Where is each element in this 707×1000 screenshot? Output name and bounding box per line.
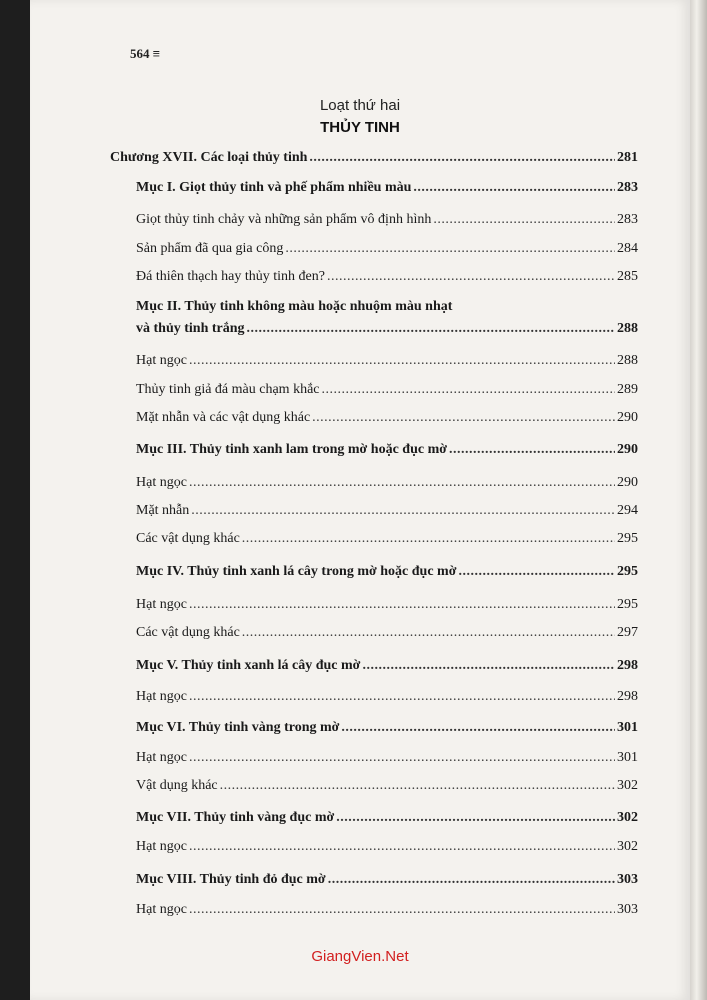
toc-entry bbox=[136, 624, 638, 642]
toc-entry-label: Mặt nhẫn bbox=[136, 503, 190, 518]
toc-entry-page: 295 bbox=[617, 531, 638, 546]
toc-entry-label: Đá thiên thạch hay thủy tinh đen? bbox=[136, 269, 325, 284]
toc-entry-page: 301 bbox=[617, 750, 638, 765]
left-background bbox=[0, 0, 30, 1000]
toc-entry-label: Hạt ngọc bbox=[136, 902, 187, 917]
toc-entry-page: 288 bbox=[617, 321, 638, 336]
toc-entry-page: 285 bbox=[617, 269, 638, 284]
toc-entry-section bbox=[136, 719, 638, 737]
toc-entry-page: 295 bbox=[617, 564, 638, 579]
toc-entry-label: Thủy tinh giả đá màu chạm khắc bbox=[136, 382, 320, 397]
toc-entry-label: Các vật dụng khác bbox=[136, 625, 240, 640]
series-title: Loạt thứ hai bbox=[319, 97, 401, 114]
toc-entry bbox=[136, 240, 638, 258]
toc-entry-page: 303 bbox=[617, 872, 638, 887]
watermark: GiangVien.Net bbox=[311, 948, 409, 965]
toc-entry-section bbox=[136, 809, 638, 827]
book-page bbox=[30, 0, 690, 1000]
toc-entry bbox=[136, 901, 638, 919]
toc-entry bbox=[136, 211, 638, 229]
toc-entry-page: 283 bbox=[617, 180, 638, 195]
toc-entry-label: Hạt ngọc bbox=[136, 750, 187, 765]
toc-entry-label: Các vật dụng khác bbox=[136, 531, 240, 546]
toc-entry-page: 283 bbox=[617, 212, 638, 227]
toc-entry bbox=[136, 381, 638, 399]
toc-entry-label: Hạt ngọc bbox=[136, 353, 187, 368]
toc-entry-label: Hạt ngọc bbox=[136, 597, 187, 612]
toc-entry bbox=[136, 409, 638, 427]
toc-entry bbox=[136, 777, 638, 795]
toc-entry-section bbox=[136, 657, 638, 675]
toc-entry-label: và thủy tinh trắng bbox=[136, 321, 245, 336]
toc-entry-label: Mục VI. Thủy tinh vàng trong mờ bbox=[136, 720, 340, 735]
toc-entry-label: Mục VIII. Thủy tinh đỏ đục mờ bbox=[136, 872, 326, 887]
toc-entry bbox=[136, 474, 638, 492]
toc-entry bbox=[136, 838, 638, 856]
toc-entry bbox=[136, 749, 638, 767]
toc-entry-page: 295 bbox=[617, 597, 638, 612]
toc-entry-label: Mục IV. Thủy tinh xanh lá cây trong mờ hoặc đục mờ bbox=[136, 564, 457, 579]
toc-entry-section bbox=[136, 871, 638, 889]
toc-entry-label: Mục V. Thủy tinh xanh lá cây đục mờ bbox=[136, 658, 361, 673]
toc-entry-page: 301 bbox=[617, 720, 638, 735]
toc-entry-label: Hạt ngọc bbox=[136, 475, 187, 490]
toc-entry-section bbox=[136, 441, 638, 459]
toc-entry-section bbox=[136, 179, 638, 197]
toc-entry-chapter bbox=[110, 149, 638, 167]
toc-entry-page: 298 bbox=[617, 689, 638, 704]
toc-entry-page: 290 bbox=[617, 475, 638, 490]
toc-entry-page: 294 bbox=[617, 503, 638, 518]
toc-entry-page: 290 bbox=[617, 442, 638, 457]
toc-entry-page: 288 bbox=[617, 353, 638, 368]
toc-entry-label: Giọt thủy tinh chảy và những sản phẩm vô định hình bbox=[136, 212, 432, 227]
toc-entry-page: 297 bbox=[617, 625, 638, 640]
toc-entry-label: Mặt nhẫn và các vật dụng khác bbox=[136, 410, 311, 425]
toc-entry-label: Mục III. Thủy tinh xanh lam trong mờ hoặc đục mờ bbox=[136, 442, 447, 457]
toc-entry-section bbox=[136, 320, 638, 338]
toc-entry-page: 298 bbox=[617, 658, 638, 673]
page-edge bbox=[690, 0, 707, 1000]
page-number: 564 ≡ bbox=[130, 46, 161, 61]
toc-entry-label: Hạt ngọc bbox=[136, 689, 187, 704]
toc-entry-page: 281 bbox=[617, 150, 638, 165]
toc-entry-label: Vật dụng khác bbox=[136, 778, 218, 793]
toc-entry bbox=[136, 502, 638, 520]
toc-entry-page: 284 bbox=[617, 241, 638, 256]
toc-entry-label: Mục I. Giọt thủy tinh và phế phẩm nhiều màu bbox=[136, 180, 412, 195]
toc-entry bbox=[136, 352, 638, 370]
toc-entry-label: Hạt ngọc bbox=[136, 839, 187, 854]
toc-entry bbox=[136, 530, 638, 548]
toc-entry-page: 289 bbox=[617, 382, 638, 397]
toc-entry bbox=[136, 268, 638, 286]
toc-entry-label-line1: Mục II. Thủy tinh không màu hoặc nhuộm màu nhạt bbox=[136, 299, 453, 314]
toc-entry-label: Chương XVII. Các loại thủy tinh bbox=[110, 150, 308, 165]
toc-entry-page: 302 bbox=[617, 839, 638, 854]
toc-entry-page: 290 bbox=[617, 410, 638, 425]
toc-entry bbox=[136, 688, 638, 706]
toc-entry-page: 303 bbox=[617, 902, 638, 917]
toc-entry-page: 302 bbox=[617, 778, 638, 793]
toc-entry bbox=[136, 596, 638, 614]
toc-entry-label: Sản phẩm đã qua gia công bbox=[136, 241, 284, 256]
section-title: THỦY TINH bbox=[320, 119, 400, 136]
toc-entry-page: 302 bbox=[617, 810, 638, 825]
toc-entry-label: Mục VII. Thủy tinh vàng đục mờ bbox=[136, 810, 335, 825]
toc-entry-section bbox=[136, 563, 638, 581]
